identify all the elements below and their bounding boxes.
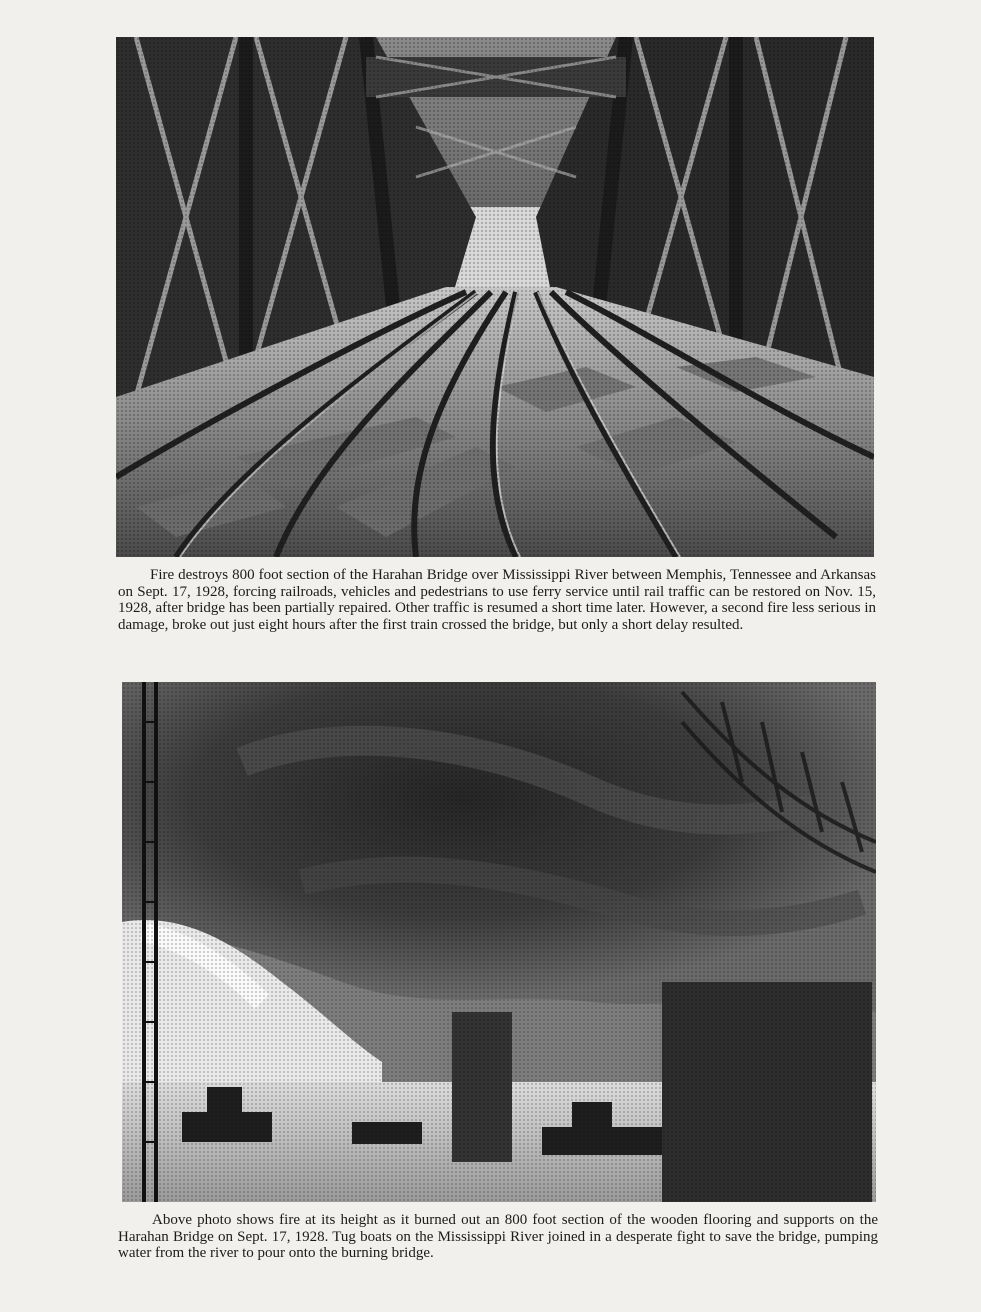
bottom-photo-caption: Above photo shows fire at its height as it burned out an 800 foot section of the wooden flooring and supports on the Harahan Bridge on Sept. 17, 1928. Tug boats on the Mississippi River joined in a desperate fight to save the bridge, pumping water from the river to pour onto the burning bridge. (118, 1212, 878, 1261)
bridge-deck-photo (116, 37, 874, 557)
bridge-fire-photo (122, 682, 876, 1202)
top-photo-caption: Fire destroys 800 foot section of the Harahan Bridge over Mississippi River between Memphis, Tennessee and Arkansas on Sept. 17, 1928, forcing railroads, vehicles and pedestrians to use ferry service until rail traffic can be restored on Nov. 15, 1928, after bridge has been partially repaired. Other traffic is resumed a short time later. However, a second fire less serious in damage, broke out just eight hours after the first train crossed the bridge, but only a short delay resulted. (118, 567, 876, 633)
